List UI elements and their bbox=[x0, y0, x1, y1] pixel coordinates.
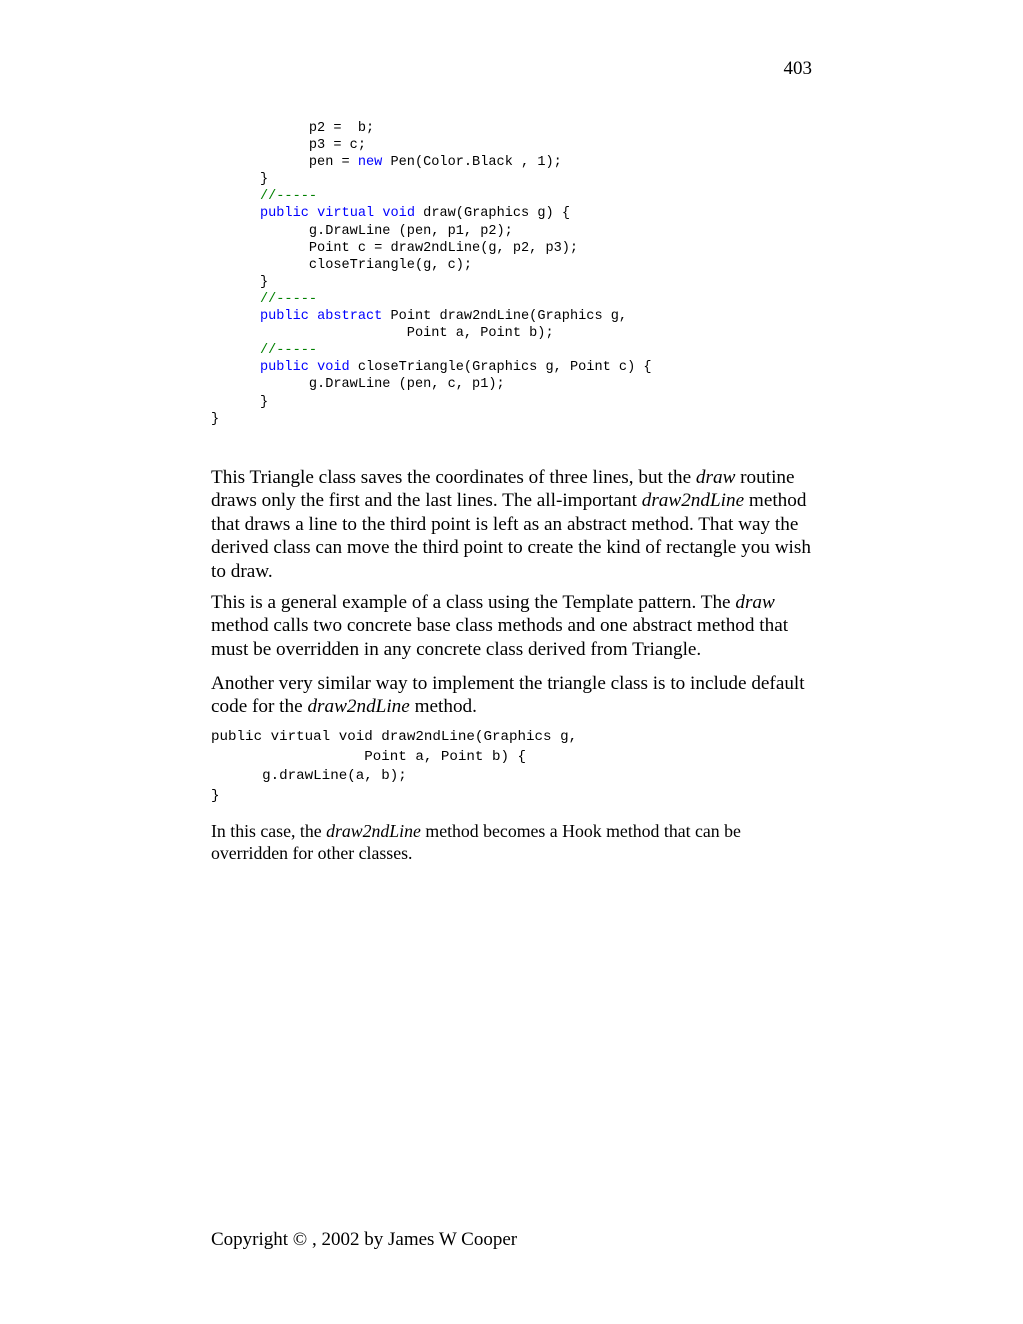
code-text: Point draw2ndLine(Graphics g, bbox=[382, 309, 628, 325]
paragraph-text: Another very similar way to implement the triangle class is to include default code for the bbox=[211, 673, 805, 718]
code-line bbox=[211, 223, 652, 240]
code-line bbox=[211, 205, 652, 222]
code-keyword: abstract bbox=[317, 309, 383, 325]
code-line bbox=[211, 394, 652, 411]
code-line bbox=[211, 308, 652, 325]
code-block-draw2ndline-default bbox=[211, 728, 577, 806]
code-text: g.DrawLine (pen, c, p1); bbox=[211, 377, 505, 393]
paragraph-text: method calls two concrete base class methods and one abstract method that must be overridden in any concrete class derived from Triangle. bbox=[211, 615, 789, 660]
code-line bbox=[211, 359, 652, 376]
code-text: Point c = draw2ndLine(g, p2, p3); bbox=[211, 240, 579, 256]
paragraph-hook-method bbox=[211, 820, 811, 864]
code-line bbox=[211, 342, 652, 359]
code-text: } bbox=[211, 172, 269, 188]
code-text: Point a, Point b) { bbox=[211, 748, 527, 765]
code-text: closeTriangle(g, c); bbox=[211, 257, 473, 273]
code-line bbox=[211, 257, 652, 274]
paragraph-text: This Triangle class saves the coordinates of three lines, but the bbox=[211, 467, 696, 488]
code-keyword: virtual bbox=[317, 206, 375, 222]
code-block-triangle-class bbox=[211, 120, 652, 428]
code-line bbox=[211, 748, 577, 768]
code-line bbox=[211, 325, 652, 342]
code-comment: //----- bbox=[211, 343, 318, 359]
code-line bbox=[211, 120, 652, 137]
code-keyword: public bbox=[259, 309, 309, 325]
method-name-italic: draw bbox=[735, 592, 775, 613]
paragraph-triangle-description bbox=[211, 466, 811, 583]
paragraph-text: This is a general example of a class using the Template pattern. The bbox=[211, 592, 736, 613]
code-line bbox=[211, 411, 652, 428]
code-line bbox=[211, 291, 652, 308]
method-name-italic: draw2ndLine bbox=[641, 490, 745, 512]
code-line bbox=[211, 137, 652, 154]
code-line bbox=[211, 171, 652, 188]
code-text bbox=[211, 206, 260, 221]
code-text: public virtual void draw2ndLine(Graphics g, bbox=[211, 729, 578, 745]
code-keyword: public bbox=[259, 206, 309, 222]
paragraph-text: routine draws only the first and the last lines. The all-important bbox=[211, 467, 795, 512]
code-text: } bbox=[211, 394, 269, 410]
paragraph-text: In this case, the bbox=[211, 821, 327, 841]
code-line bbox=[211, 728, 577, 748]
code-comment: //----- bbox=[211, 189, 318, 205]
code-text bbox=[309, 309, 317, 324]
code-text: Pen(Color.Black , 1); bbox=[382, 155, 562, 171]
code-line bbox=[211, 154, 652, 171]
paragraph-template-pattern bbox=[211, 591, 811, 661]
paragraph-text: method that draws a line to the third point is left as an abstract method. That way the derived class can move the third point to create the kind of rectangle you wish to draw. bbox=[211, 490, 811, 582]
code-text: } bbox=[211, 411, 220, 427]
code-text bbox=[309, 206, 317, 221]
paragraph-text: method. bbox=[409, 696, 477, 718]
code-text bbox=[211, 360, 260, 375]
code-keyword: void bbox=[317, 360, 350, 376]
code-text: Point a, Point b); bbox=[211, 326, 554, 342]
code-text: p2 = b; bbox=[211, 121, 375, 136]
method-name-italic: draw bbox=[695, 467, 736, 488]
code-line bbox=[211, 376, 652, 393]
code-text: pen = bbox=[211, 155, 358, 171]
code-text: closeTriangle(Graphics g, Point c) { bbox=[349, 360, 652, 376]
method-name-italic: draw2ndLine bbox=[307, 696, 410, 718]
code-text: } bbox=[211, 274, 269, 290]
code-keyword: void bbox=[382, 206, 415, 222]
code-keyword: new bbox=[357, 155, 383, 171]
paragraph-default-code bbox=[211, 672, 811, 719]
code-line bbox=[211, 274, 652, 291]
copyright-footer: Copyright © , 2002 by James W Cooper bbox=[211, 1229, 518, 1250]
page-number: 403 bbox=[783, 58, 812, 79]
code-keyword: public bbox=[259, 360, 309, 376]
code-line bbox=[211, 767, 577, 787]
code-text bbox=[211, 309, 260, 324]
method-name-italic: draw2ndLine bbox=[326, 821, 421, 841]
code-line bbox=[211, 787, 577, 807]
code-line bbox=[211, 188, 652, 205]
code-text: g.drawLine(a, b); bbox=[211, 768, 407, 784]
code-line bbox=[211, 240, 652, 257]
paragraph-text: method becomes a Hook method that can be overridden for other classes. bbox=[211, 821, 741, 863]
code-text: draw(Graphics g) { bbox=[415, 206, 570, 222]
code-text: p3 = c; bbox=[211, 138, 366, 154]
code-text: g.DrawLine (pen, p1, p2); bbox=[211, 223, 513, 239]
code-text: } bbox=[211, 787, 220, 804]
code-comment: //----- bbox=[211, 291, 318, 307]
code-text bbox=[309, 360, 317, 375]
